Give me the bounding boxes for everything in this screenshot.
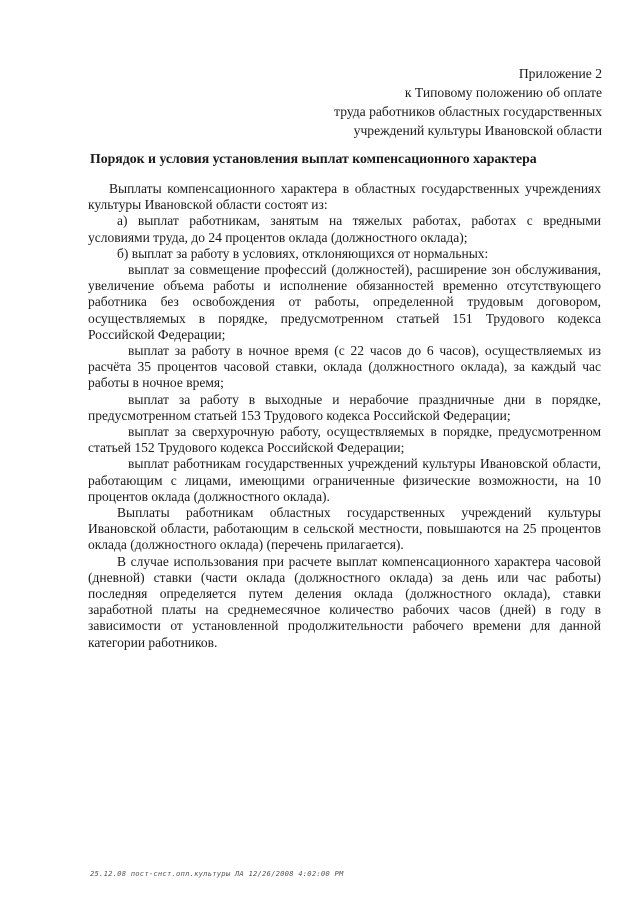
document-body [88,181,601,651]
document-heading: Порядок и условия установления выплат компенсационного характера [90,151,537,166]
paragraph-calculation: В случае использования при расчете выплат компенсационного характера часовой (дневной) ставки (части оклада (должностного оклада) за день или час работы) последняя определяется путем деления оклада (должностного оклада), ставки заработной платы на среднемесячное количество рабочих часов (дней) в году в зависимости от установленной продолжительности рабочего времени для данной категории работников. [88,553,601,650]
appendix-title: Приложение 2 [518,66,602,81]
appendix-line-2: к Типовому положению об оплате [404,85,602,100]
appendix-line-3: труда работников областных государственных [334,104,602,119]
paragraph-overtime: выплат за сверхурочную работу, осуществляемых в порядке, предусмотренном статьей 152 Трудового кодекса Российской Федерации; [88,424,601,456]
paragraph-weekend-work: выплат за работу в выходные и нерабочие праздничные дни в порядке, предусмотренном статьей 153 Трудового кодекса Российской Федерации; [88,391,601,423]
appendix-header [272,64,602,140]
paragraph-rural: Выплаты работникам областных государственных учреждений культуры Ивановской области, работающим в сельской местности, повышаются на 25 процентов оклада (должностного оклада) (перечень прилагается). [88,505,601,553]
paragraph-disabilities: выплат работникам государственных учреждений культуры Ивановской области, работающим с лицами, имеющими ограниченные физические возможности, на 10 процентов оклада (должностного оклада). [88,456,601,504]
file-footer: 25.12.08 пост-снст.опл.культуры ЛА 12/26/2008 4:02:00 PM [90,869,344,878]
paragraph-combination: выплат за совмещение профессий (должностей), расширение зон обслуживания, увеличение объема работы и исполнение обязанностей временно отсутствующего работника без освобождения от работы, определенной трудовым договором, осуществляемых в порядке, предусмотренном статьей 151 Трудового кодекса Российской Федерации; [88,262,601,342]
appendix-line-4: учреждений культуры Ивановской области [353,123,602,138]
paragraph-night-work: выплат за работу в ночное время (с 22 часов до 6 часов), осуществляемых из расчёта 35 процентов часовой ставки, оклада (должностного оклада), за каждый час работы в ночное время; [88,343,601,391]
paragraph-item-b: б) выплат за работу в условиях, отклоняющихся от нормальных: [117,245,489,261]
paragraph-item-a: а) выплат работникам, занятым на тяжелых работах, работах с вредными условиями труда, до 24 процентов оклада (должностного оклада); [88,213,601,245]
paragraph-intro: Выплаты компенсационного характера в областных государственных учреждениях культуры Ивановской области состоят из: [88,181,601,213]
